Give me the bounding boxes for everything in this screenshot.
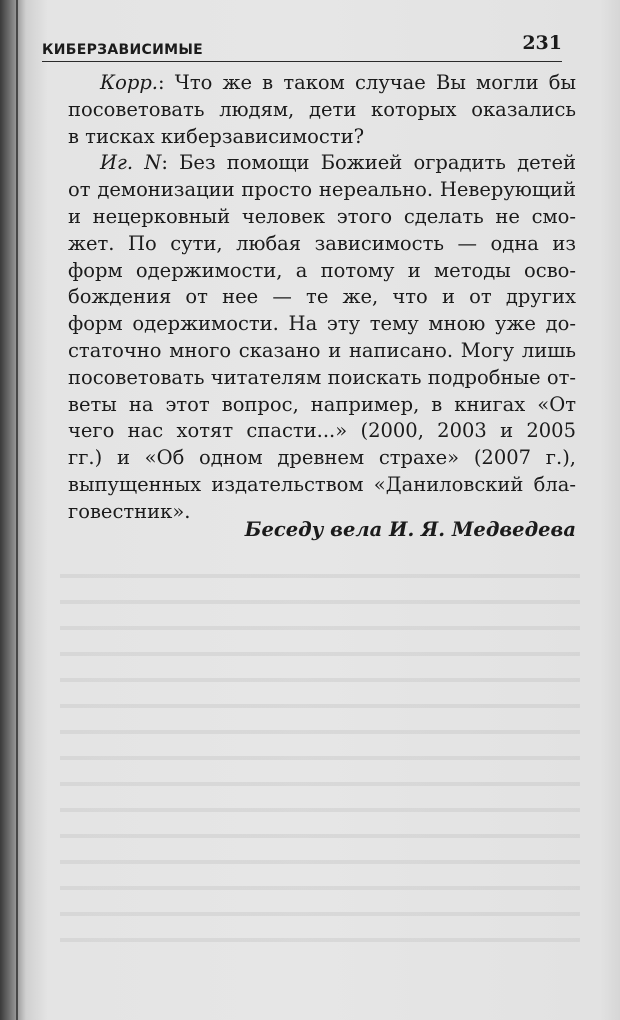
answer-text: : Без помощи Божией оградить детей bbox=[161, 151, 576, 175]
page-binding-shadow bbox=[16, 0, 18, 1020]
page-number: 231 bbox=[522, 32, 562, 54]
running-head bbox=[42, 32, 562, 60]
answer-speaker: Иг. N bbox=[100, 151, 162, 175]
answer-line: жет. По сути, любая зависимость — одна из bbox=[68, 231, 576, 255]
answer-line: форм одержимости. На эту тему мною уже до- bbox=[68, 312, 576, 336]
question-text: : Что же в таком случае Вы могли бы bbox=[158, 71, 576, 94]
question-line: посоветовать людям, дети которых оказались bbox=[68, 97, 576, 121]
body-text bbox=[68, 70, 576, 526]
answer-line: от демонизации просто нереально. Неверующий bbox=[68, 178, 576, 202]
interview-signature: Беседу вела И. Я. Медведева bbox=[244, 518, 576, 541]
question-line bbox=[68, 70, 576, 97]
running-head-title: КИБЕРЗАВИСИМЫЕ bbox=[42, 42, 204, 58]
answer-line: гг.) и «Об одном древнем страхе» (2007 г.), bbox=[68, 446, 576, 470]
answer-line: выпущенных издательством «Даниловский бла- bbox=[68, 472, 576, 496]
answer-line: форм одержимости, а потому и методы осво- bbox=[68, 258, 576, 282]
answer-line: веты на этот вопрос, например, в книгах «От bbox=[68, 392, 576, 416]
answer-line: посоветовать читателям поискать подробные от- bbox=[68, 365, 576, 389]
header-rule bbox=[42, 61, 562, 62]
answer-line: бождения от нее — те же, что и от других bbox=[68, 285, 576, 309]
answer-line bbox=[68, 150, 576, 177]
answer-line: статочно много сказано и написано. Могу лишь bbox=[68, 338, 576, 362]
question-speaker: Корр. bbox=[100, 71, 158, 94]
answer-line: чего нас хотят спасти...» (2000, 2003 и 2005 bbox=[68, 419, 576, 443]
show-through-texture bbox=[60, 560, 580, 960]
answer-line: и нецерковный человек этого сделать не смо- bbox=[68, 204, 576, 228]
answer-line: говестник». bbox=[68, 499, 191, 523]
question-line: в тисках киберзависимости? bbox=[68, 124, 365, 148]
